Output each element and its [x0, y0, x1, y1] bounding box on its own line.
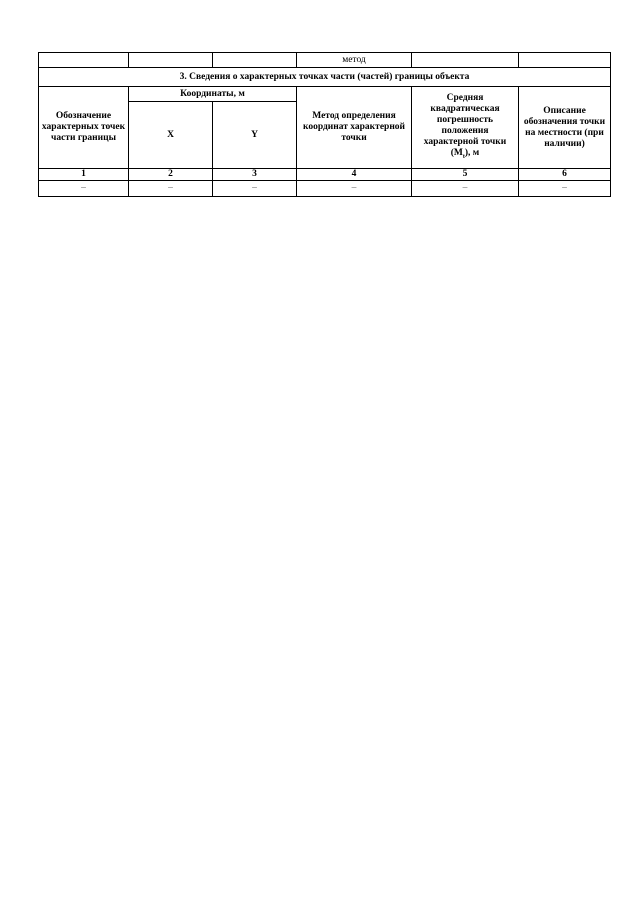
data-row — [39, 181, 611, 197]
section-title: 3. Сведения о характерных точках части (частей) границы объекта — [39, 68, 611, 87]
top-cell-4: метод — [297, 53, 412, 68]
data-cell-2: – — [129, 181, 213, 197]
header-description: Описание обозначения точки на местности (при наличии) — [519, 87, 611, 169]
data-cell-6: – — [519, 181, 611, 197]
header-point-designation: Обозначение характерных точек части границы — [39, 87, 129, 169]
header-coordinates-group: Координаты, м — [129, 87, 297, 102]
data-cell-1: – — [39, 181, 129, 197]
col-number-3: 3 — [213, 169, 297, 181]
section-title-row — [39, 68, 611, 87]
column-number-row — [39, 169, 611, 181]
top-cell-2 — [129, 53, 213, 68]
document-page — [38, 52, 610, 197]
header-x: X — [129, 102, 213, 169]
data-cell-3: – — [213, 181, 297, 197]
top-cell-5 — [412, 53, 519, 68]
top-cell-1 — [39, 53, 129, 68]
section3-table — [38, 52, 611, 197]
header-y: Y — [213, 102, 297, 169]
col-number-2: 2 — [129, 169, 213, 181]
header-row-1 — [39, 87, 611, 102]
col-number-1: 1 — [39, 169, 129, 181]
col-number-4: 4 — [297, 169, 412, 181]
top-row — [39, 53, 611, 68]
data-cell-4: – — [297, 181, 412, 197]
top-cell-3 — [213, 53, 297, 68]
header-method: Метод определения координат характерной точки — [297, 87, 412, 169]
col-number-6: 6 — [519, 169, 611, 181]
top-cell-6 — [519, 53, 611, 68]
header-mean-error: Средняя квадратическая погрешность положения характерной точки $(M_t)$, м — [412, 87, 519, 169]
data-cell-5: – — [412, 181, 519, 197]
col-number-5: 5 — [412, 169, 519, 181]
